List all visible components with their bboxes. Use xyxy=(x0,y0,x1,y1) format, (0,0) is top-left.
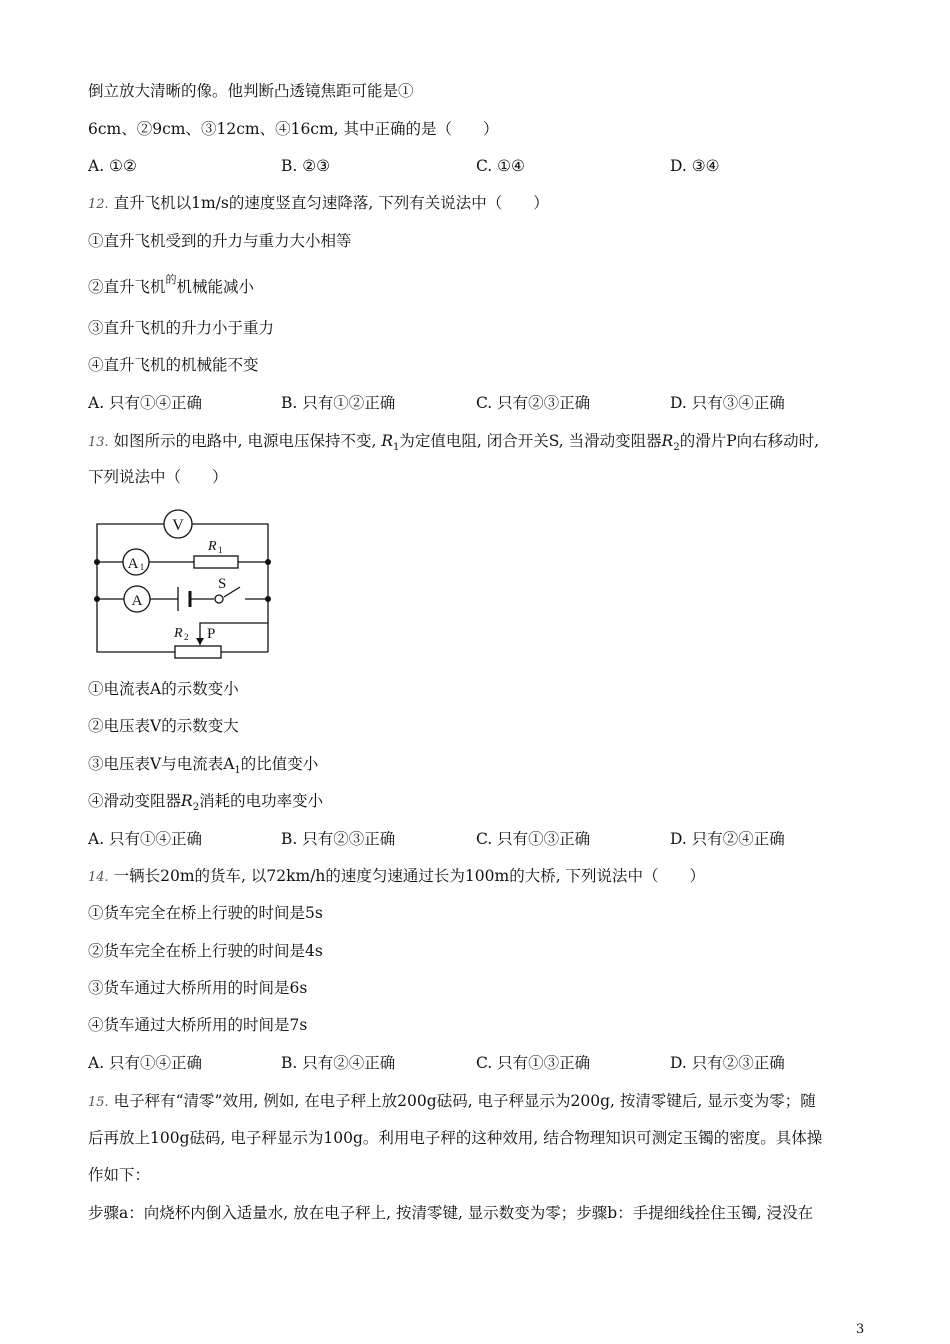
ammeter-a1-label: A xyxy=(127,556,139,572)
q13-stem xyxy=(88,430,819,455)
q14-option-a: A. 只有①④正确 xyxy=(88,1054,203,1072)
q13-option-c: C. 只有①③正确 xyxy=(476,830,591,848)
q13-statement-1: ①电流表A的示数变小 xyxy=(88,680,239,698)
q15-number: 15. xyxy=(88,1095,109,1110)
junction-dot-left-mid xyxy=(94,596,100,602)
q14-option-b: B. 只有②④正确 xyxy=(281,1054,396,1072)
slider-arrow xyxy=(196,638,204,645)
q13-option-d: D. 只有②④正确 xyxy=(670,830,785,848)
q12-options xyxy=(88,392,878,414)
q13-s4-sub: 2 xyxy=(192,802,200,813)
q12-statement-4: ④直升飞机的机械能不变 xyxy=(88,356,259,374)
q12-number: 12. xyxy=(88,197,109,212)
q14-stem-text: 一辆长20m的货车, 以72km/h的速度匀速通过长为100m的大桥, 下列说法中（ ） xyxy=(113,867,706,885)
q13-r1: R xyxy=(381,432,394,450)
voltmeter-symbol xyxy=(164,510,192,538)
q11-line2: 6cm、②9cm、③12cm、④16cm, 其中正确的是（ ） xyxy=(88,120,499,138)
ammeter-a1-sub: 1 xyxy=(139,562,145,572)
q11-option-a: A. ①② xyxy=(88,157,137,175)
q14-option-d: D. 只有②③正确 xyxy=(670,1054,785,1072)
q14-options xyxy=(88,1052,878,1074)
q13-number: 13. xyxy=(88,435,109,450)
q12-s2-part-b: 机械能减小 xyxy=(176,278,255,296)
resistor-r1-label: R xyxy=(208,539,217,554)
ammeter-a-label: A xyxy=(131,593,143,609)
q12-stem xyxy=(88,192,549,216)
q14-statement-1: ①货车完全在桥上行驶的时间是5s xyxy=(88,904,323,922)
q12-s2-part-a: ②直升飞机 xyxy=(88,278,166,296)
q12-statement-1: ①直升飞机受到的升力与重力大小相等 xyxy=(88,232,352,250)
q15-line1-text: 电子秤有“清零”效用, 例如, 在电子秤上放200g砝码, 电子秤显示为200g, 按清零键后, 显示变为零；随 xyxy=(113,1092,816,1110)
q13-option-b: B. 只有②③正确 xyxy=(281,830,396,848)
page-number: 3 xyxy=(856,1322,865,1337)
q12-stem-text: 直升飞机以1m/s的速度竖直匀速降落, 下列有关说法中（ ） xyxy=(113,194,549,212)
slider-p-label: P xyxy=(207,626,216,642)
q14-stem xyxy=(88,865,705,889)
q13-statement-3 xyxy=(88,753,318,778)
q13-s3-part-b: 的比值变小 xyxy=(240,755,319,773)
q12-statement-3: ③直升飞机的升力小于重力 xyxy=(88,319,275,337)
q14-option-c: C. 只有①③正确 xyxy=(476,1054,591,1072)
q13-s4-part-b: 消耗的电功率变小 xyxy=(199,792,324,810)
q14-number: 14. xyxy=(88,870,109,885)
q13-statement-4 xyxy=(88,790,323,815)
rheostat-r2 xyxy=(175,646,221,658)
rheostat-r2-label: R xyxy=(174,626,183,641)
q12-option-d: D. 只有③④正确 xyxy=(670,394,785,412)
q12-option-b: B. 只有①②正确 xyxy=(281,394,396,412)
q15-line3: 作如下： xyxy=(88,1166,151,1184)
q15-line2: 后再放上100g砝码, 电子秤显示为100g。利用电子秤的这种效用, 结合物理知识可测定玉镯的密度。具体操 xyxy=(88,1129,823,1147)
q12-option-a: A. 只有①④正确 xyxy=(88,394,203,412)
q13-statement-2: ②电压表V的示数变大 xyxy=(88,717,239,735)
q13-option-a: A. 只有①④正确 xyxy=(88,830,203,848)
q13-s3-sub: 1 xyxy=(234,765,241,776)
q13-s4-r: R xyxy=(181,792,193,810)
resistor-r1-sub: 1 xyxy=(218,545,223,555)
q12-option-c: C. 只有②③正确 xyxy=(476,394,591,412)
junction-dot-right-mid xyxy=(265,596,271,602)
q14-statement-3: ③货车通过大桥所用的时间是6s xyxy=(88,979,308,997)
q13-stem-line2: 下列说法中（ ） xyxy=(88,468,228,486)
junction-dot-left-top xyxy=(94,559,100,565)
junction-dot-right-top xyxy=(265,559,271,565)
ammeter-a1-symbol xyxy=(123,549,149,575)
switch-label: S xyxy=(218,576,227,592)
q12-s2-sup: 的 xyxy=(165,273,177,286)
q11-option-c: C. ①④ xyxy=(476,157,525,175)
q13-s3-part-a: ③电压表V与电流表A xyxy=(88,755,235,773)
q11-option-b: B. ②③ xyxy=(281,157,331,175)
ammeter-a-symbol xyxy=(124,586,150,612)
resistor-r1 xyxy=(194,556,238,568)
q13-stem-a: 如图所示的电路中, 电源电压保持不变, xyxy=(113,432,382,450)
q11-line1: 倒立放大清晰的像。他判断凸透镜焦距可能是① xyxy=(88,82,414,100)
q13-r1-sub: 1 xyxy=(393,442,400,453)
voltmeter-label: V xyxy=(172,517,184,534)
rheostat-r2-sub: 2 xyxy=(184,632,189,642)
q13-r2: R xyxy=(661,432,674,450)
q13-options xyxy=(88,828,878,850)
q15-line1 xyxy=(88,1090,816,1114)
q14-statement-2: ②货车完全在桥上行驶的时间是4s xyxy=(88,942,323,960)
q11-options xyxy=(88,155,878,177)
circuit-diagram xyxy=(88,507,278,659)
q13-stem-c: 的滑片P向右移动时, xyxy=(679,432,820,450)
q12-statement-2 xyxy=(88,273,255,300)
q11-option-d: D. ③④ xyxy=(670,157,720,175)
q13-r2-sub: 2 xyxy=(673,442,680,453)
q13-stem-b: 为定值电阻, 闭合开关S, 当滑动变阻器 xyxy=(399,432,662,450)
switch-pivot xyxy=(215,595,223,603)
q14-statement-4: ④货车通过大桥所用的时间是7s xyxy=(88,1016,308,1034)
q15-line4: 步骤a：向烧杯内倒入适量水, 放在电子秤上, 按清零键, 显示数变为零；步骤b：手提细线拴住玉镯, 浸没在 xyxy=(88,1204,814,1222)
q13-s4-part-a: ④滑动变阻器 xyxy=(88,792,182,810)
